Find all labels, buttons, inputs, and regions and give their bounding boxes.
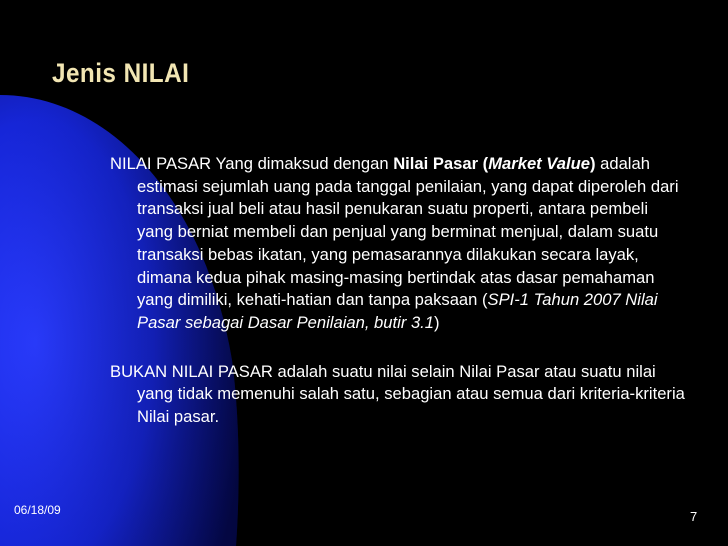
p1-market-value: Market Value (488, 154, 590, 173)
slide-date: 06/18/09 (14, 503, 61, 517)
p1-citation: SPI-1 Tahun 2007 Nilai Pasar sebagai Dasar Penilaian, butir 3.1 (137, 290, 658, 332)
p1-bold-term: Nilai Pasar ( (393, 154, 489, 173)
p1-end: ) (434, 312, 440, 332)
p1-bold-close: ) (589, 154, 596, 173)
slide-page-number: 7 (690, 509, 698, 524)
slide-title: Jenis NILAI (52, 58, 190, 88)
p1-body: adalah estimasi sejumlah uang pada tanggal penilaian, yang dapat diperoleh dari transaksi jual beli atau hasil penukaran suatu properti, antara pembeli yang berniat membeli dan penjual yang berminat menjual, dalam suatu transaksi bebas ikatan, yang pemasarannya dilakukan secara layak, dimana kedua pihak masing-masing bertindak atas dasar pemahaman yang dimiliki, kehati-hatian dan tanpa paksaan ( (137, 154, 679, 310)
paragraph-bukan-nilai-pasar: BUKAN NILAI PASAR adalah suatu nilai selain Nilai Pasar atau suatu nilai yang tidak memenuhi salah satu, sebagian atau semua dari kriteria-kriteria Nilai pasar. (110, 361, 685, 427)
p1-lead: NILAI PASAR Yang dimaksud dengan (110, 154, 394, 173)
slide-body (110, 153, 685, 429)
paragraph-nilai-pasar (110, 153, 685, 335)
